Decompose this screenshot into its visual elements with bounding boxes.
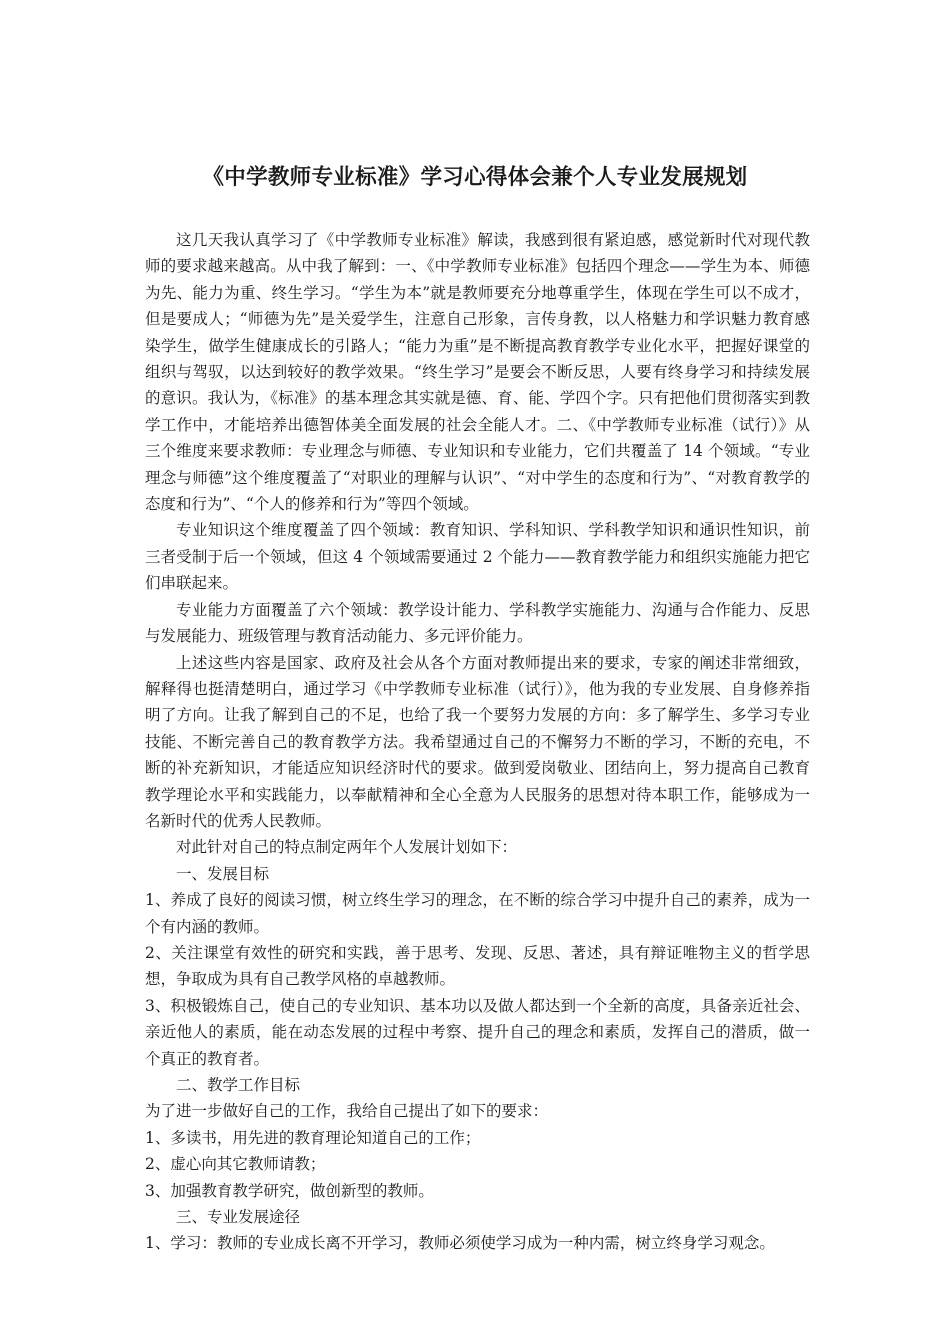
section-heading: 三、专业发展途径 xyxy=(176,1208,301,1227)
list-item: 2、关注课堂有效性的研究和实践，善于思考、发现、反思、著述，具有辩证唯物主义的哲学思想，争取成为具有自己教学风格的卓越教师。 xyxy=(145,943,810,989)
paragraph: 这几天我认真学习了《中学教师专业标准》解读，我感到很有紧迫感，感觉新时代对现代教师的要求越来越高。从中我了解到：一、《中学教师专业标准》包括四个理念——学生为本、师德为先、能力为重、终生学习。“学生为本”就是教师要充分地尊重学生，体现在学生可以不成才，但是要成人；“师德为先”是关爱学生，注意自己形象，言传身教，以人格魅力和学识魅力教育感染学生，做学生健康成长的引路人；“能力为重”是不断提高教育教学专业化水平，把握好课堂的组织与驾驭，以达到较好的教学效果。“终生学习”是要会不断反思，人要有终身学习和持续发展的意识。我认为，《标准》的基本理念其实就是德、育、能、学四个字。只有把他们贯彻落实到教学工作中，才能培养出德智体美全面发展的社会全能人才。二、《中学教师专业标准（试行）》从三个维度来要求教师：专业理念与师德、专业知识和专业能力，它们共覆盖了 14 个领域。“专业理念与师德”这个维度覆盖了“对职业的理解与认识”、“对中学生的态度和行为”、“对教育教学的态度和行为”、“个人的修养和行为”等四个领域。 xyxy=(145,231,810,514)
document-body xyxy=(145,227,810,1257)
paragraph: 对此针对自己的特点制定两年个人发展计划如下： xyxy=(176,838,518,857)
list-item: 1、学习：教师的专业成长离不开学习，教师必须使学习成为一种内需，树立终身学习观念。 xyxy=(145,1234,775,1253)
list-item: 3、积极锻炼自己，使自己的专业知识、基本功以及做人都达到一个全新的高度，具备亲近社会、亲近他人的素质，能在动态发展的过程中考察、提升自己的理念和素质，发挥自己的潜质，做一个真正的教育者。 xyxy=(145,996,810,1068)
paragraph: 专业能力方面覆盖了六个领域：教学设计能力、学科教学实施能力、沟通与合作能力、反思与发展能力、班级管理与教育活动能力、多元评价能力。 xyxy=(145,600,810,646)
list-item: 1、养成了良好的阅读习惯，树立终生学习的理念，在不断的综合学习中提升自己的素养，成为一个有内涵的教师。 xyxy=(145,891,810,936)
section-heading: 一、发展目标 xyxy=(176,864,270,883)
section-heading: 二、教学工作目标 xyxy=(176,1076,301,1094)
list-item: 1、多读书，用先进的教育理论知道自己的工作； xyxy=(145,1128,481,1147)
paragraph: 上述这些内容是国家、政府及社会从各个方面对教师提出来的要求，专家的阐述非常细致，解释得也挺清楚明白，通过学习《中学教师专业标准（试行）》，他为我的专业发展、自身修养指明了方向。让我了解到自己的不足，也给了我一个要努力发展的方向：多了解学生、多学习专业技能、不断完善自己的教育教学方法。我希望通过自己的不懈努力不断的学习，不断的充电，不断的补充新知识，才能适应知识经济时代的要求。做到爱岗敬业、团结向上，努力提高自己教育教学理论水平和实践能力，以奉献精神和全心全意为人民服务的思想对待本职工作，能够成为一名新时代的优秀人民教师。 xyxy=(145,653,810,830)
list-item: 2、虚心向其它教师请教； xyxy=(145,1155,326,1174)
list-item: 3、加强教育教学研究，做创新型的教师。 xyxy=(145,1181,434,1200)
document-title: 《中学教师专业标准》学习心得体会兼个人专业发展规划 xyxy=(202,165,748,190)
paragraph: 为了进一步做好自己的工作，我给自己提出了如下的要求： xyxy=(145,1102,549,1121)
paragraph: 专业知识这个维度覆盖了四个领域：教育知识、学科知识、学科教学知识和通识性知识，前三者受制于后一个领域，但这 4 个领域需要通过 2 个能力——教育教学能力和组织实施能力把它们串联起来。 xyxy=(145,521,810,593)
